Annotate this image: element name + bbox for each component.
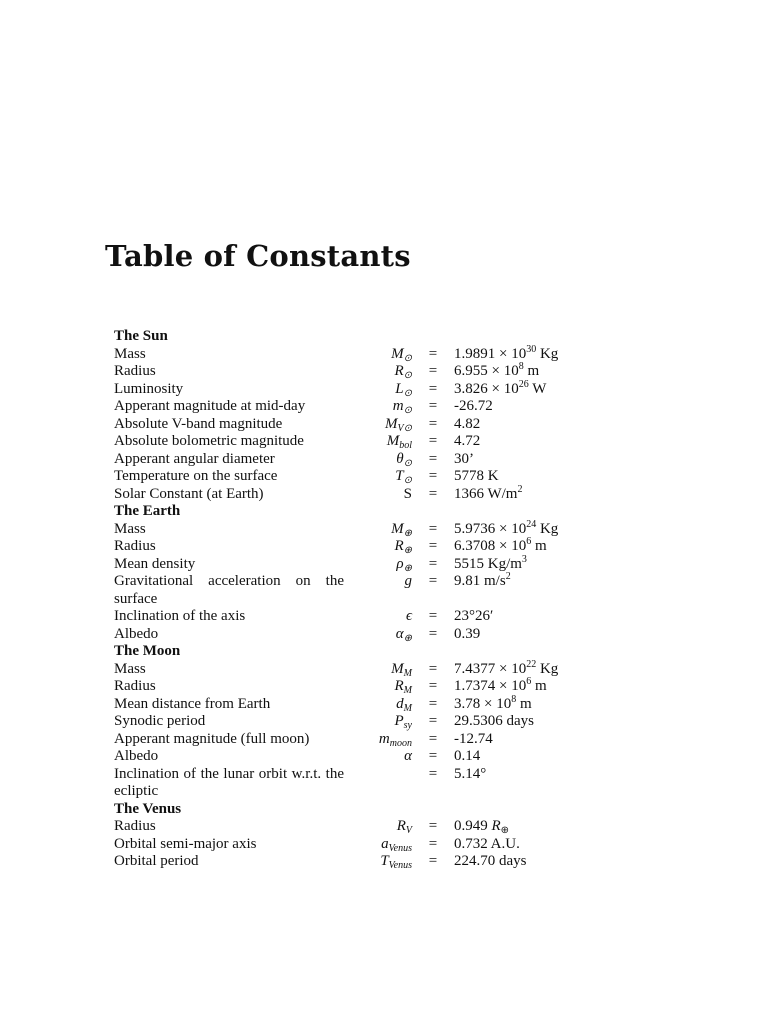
table-row (114, 468, 584, 486)
constant-symbol: $M_M$ (391, 660, 412, 679)
constant-label: Apperant magnitude at mid-day (114, 398, 306, 414)
constant-value: $3.78 \times 10^8$ m (454, 693, 532, 712)
constant-symbol: g (404, 573, 412, 589)
constant-value: $5.9736 \times 10^{24}$ Kg (454, 518, 559, 537)
equals-sign: = (428, 398, 438, 414)
constant-label: Apperant magnitude (full moon) (114, 730, 310, 747)
equals-sign: = (428, 835, 438, 852)
constant-value: 0.39 (454, 625, 481, 642)
equals-sign: = (428, 485, 438, 502)
equals-sign: = (428, 415, 438, 432)
constant-label: Absolute V-band magnitude (114, 415, 283, 432)
constant-label: Albedo (114, 625, 159, 642)
constant-value: $1.7374 \times 10^6$ m (454, 676, 547, 694)
equals-sign: = (428, 713, 438, 729)
table-row (114, 713, 584, 731)
table-row (114, 553, 584, 574)
constant-label: Mass (114, 345, 146, 362)
constant-value: 0.732 A.U. (454, 835, 520, 852)
constant-symbol: α (404, 748, 412, 764)
constant-value: $6.3708 \times 10^6$ m (454, 536, 547, 554)
constant-value: 4.82 (454, 415, 481, 432)
equals-sign: = (428, 433, 438, 449)
section-heading-label: The Earth (114, 503, 181, 519)
equals-sign: = (428, 555, 438, 572)
constant-value: 5.14° (454, 765, 487, 782)
table-row (114, 343, 584, 364)
constant-value: 1366 $W/m^2$ (454, 483, 523, 502)
constant-symbol: $m_{moon}$ (378, 730, 412, 749)
equals-sign: = (428, 520, 438, 537)
equals-sign: = (428, 450, 438, 467)
constant-value: -26.72 (454, 398, 493, 414)
section-heading-earth (114, 503, 584, 521)
table-row (114, 626, 584, 644)
constant-value: 4.72 (454, 433, 481, 449)
constant-label: Albedo (114, 748, 159, 764)
page-title: Table of Constants (105, 239, 411, 273)
constant-value: 5778 K (454, 468, 499, 484)
constant-label: Mass (114, 660, 146, 677)
table-row (114, 818, 584, 836)
constant-label: Gravitational acceleration on the surface (114, 573, 344, 607)
constant-value: 5515 $Kg/m^3$ (454, 553, 527, 572)
table-row (114, 398, 584, 416)
constant-label: Solar Constant (at Earth) (114, 485, 264, 502)
constant-value: 9.81 $m/s^2$ (454, 571, 511, 589)
section-heading-label: The Sun (114, 328, 168, 344)
table-row (114, 731, 584, 749)
constant-symbol: $T_{Venus}$ (380, 853, 412, 871)
constant-symbol: $R_M$ (394, 678, 412, 696)
constant-value: 23°26′ (454, 608, 494, 624)
constant-label: Radius (114, 538, 156, 554)
constant-label: Temperature on the surface (114, 468, 278, 484)
constant-symbol: $P_{sy}$ (394, 713, 412, 731)
equals-sign: = (428, 625, 438, 642)
constant-symbol: $R_V$ (396, 818, 412, 836)
equals-sign: = (428, 748, 438, 764)
table-row (114, 416, 584, 434)
constant-label: Inclination of the lunar orbit w.r.t. the ecliptic (114, 765, 344, 799)
table-row (114, 483, 584, 504)
constant-symbol: $M_⊙$ (391, 345, 412, 364)
table-row (114, 378, 584, 399)
section-heading-moon (114, 643, 584, 661)
equals-sign: = (428, 853, 438, 869)
constant-symbol: $M_{bol}$ (386, 433, 412, 451)
table-row (114, 518, 584, 539)
table-row (114, 451, 584, 469)
constant-value: $7.4377 \times 10^{22}$ Kg (454, 658, 559, 677)
section-heading-label: The Venus (114, 800, 182, 817)
equals-sign: = (428, 380, 438, 397)
constant-label: Mass (114, 520, 146, 537)
constant-value: $3.826 \times 10^{26}$ W (454, 378, 547, 397)
constant-value: 224.70 days (454, 853, 527, 869)
section-heading-label: The Moon (114, 643, 181, 659)
constant-label: Radius (114, 363, 156, 379)
constant-symbol: $m_⊙$ (392, 398, 412, 416)
constant-label: Mean distance from Earth (114, 695, 271, 712)
equals-sign: = (428, 573, 438, 589)
constant-label: Inclination of the axis (114, 608, 246, 624)
equals-sign: = (428, 730, 438, 747)
equals-sign: = (428, 818, 438, 834)
constant-symbol: $\alpha_\oplus$ (395, 625, 412, 644)
equals-sign: = (428, 678, 438, 694)
equals-sign: = (428, 695, 438, 712)
equals-sign: = (428, 765, 438, 782)
constant-label: Mean density (114, 555, 196, 572)
constant-value: $1.9891 \times 10^{30}$ Kg (454, 343, 559, 362)
table-row (114, 693, 584, 714)
section-heading-sun (114, 328, 584, 346)
constant-symbol: $T_⊙$ (395, 468, 412, 486)
equals-sign: = (428, 608, 438, 624)
constants-table (114, 328, 584, 871)
table-row (114, 433, 584, 451)
constant-symbol: $M_\oplus$ (391, 520, 412, 539)
constant-symbol: S (403, 485, 412, 502)
table-row (114, 748, 584, 766)
constant-label: Radius (114, 818, 156, 834)
equals-sign: = (428, 345, 438, 362)
constant-value: 29.5306 days (454, 713, 534, 729)
constant-symbol: $d_M$ (396, 695, 412, 714)
constant-symbol: $\theta_⊙$ (396, 450, 412, 469)
constant-label: Luminosity (114, 380, 184, 397)
table-row (114, 608, 584, 626)
table-row (114, 766, 584, 801)
constant-symbol: $L_⊙$ (395, 380, 412, 399)
constant-symbol: $a_{Venus}$ (381, 835, 412, 854)
constant-value: 30’ (454, 450, 474, 467)
constant-value: 0.14 (454, 748, 481, 764)
equals-sign: = (428, 468, 438, 484)
constant-label: Orbital period (114, 853, 199, 869)
table-row (114, 658, 584, 679)
equals-sign: = (428, 538, 438, 554)
constant-label: Apperant angular diameter (114, 450, 275, 467)
table-row (114, 538, 584, 556)
constant-label: Radius (114, 678, 156, 694)
constant-label: Absolute bolometric magnitude (114, 433, 304, 449)
constant-label: Synodic period (114, 713, 206, 729)
equals-sign: = (428, 660, 438, 677)
constant-symbol: ϵ (405, 608, 412, 624)
constant-value: $6.955 \times 10^8$ m (454, 361, 540, 379)
table-row (114, 836, 584, 854)
constant-symbol: $\rho_\oplus$ (396, 555, 412, 574)
constant-symbol: $R_\oplus$ (394, 538, 412, 556)
table-row (114, 853, 584, 871)
constant-label: Orbital semi-major axis (114, 835, 257, 852)
constant-value: -12.74 (454, 730, 493, 747)
constant-symbol: $M_{V⊙}$ (385, 415, 412, 434)
table-row (114, 573, 584, 608)
equals-sign: = (428, 363, 438, 379)
constant-symbol: $R_⊙$ (394, 363, 412, 381)
section-heading-venus (114, 801, 584, 819)
constant-value: 0.949 $R_\oplus$ (454, 818, 510, 836)
table-row (114, 363, 584, 381)
